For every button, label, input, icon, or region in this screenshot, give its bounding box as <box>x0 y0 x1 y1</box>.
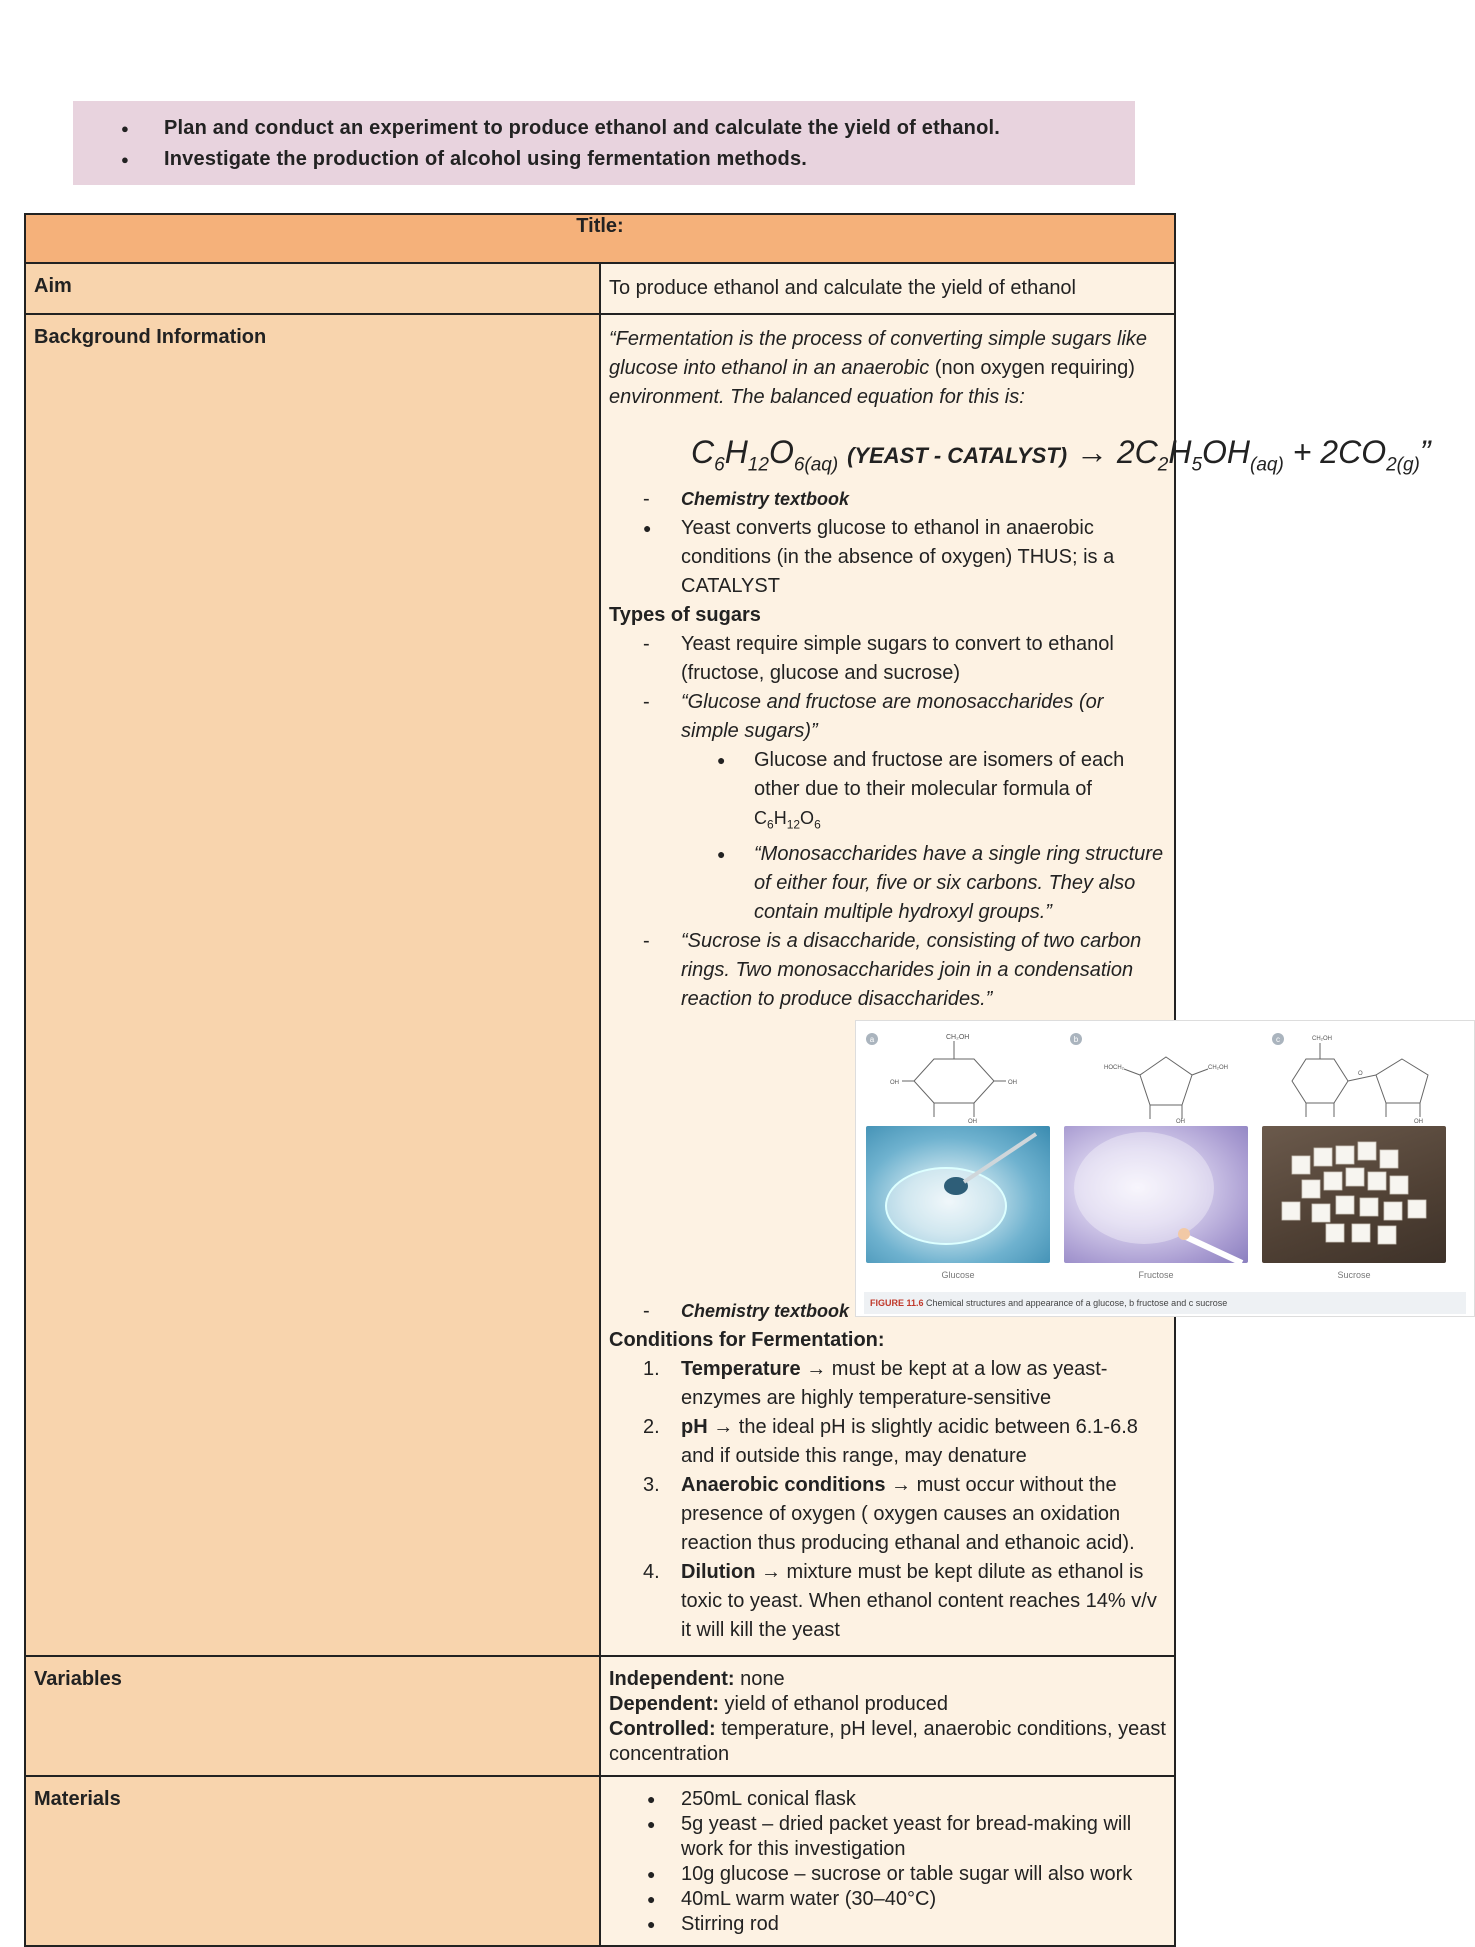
sucrose-list <box>609 927 1166 1014</box>
source-item: - Chemistry textbook <box>643 488 850 511</box>
materials-label: Materials <box>25 1776 600 1946</box>
isomer-item: ● Glucose and fructose are isomers of each other due to their molecular formula of $C_6H_{12}O_6$ <box>717 749 1125 832</box>
materials-list <box>609 1787 1166 1937</box>
materials-row <box>25 1776 1175 1946</box>
independent-variable <box>609 1667 1166 1692</box>
dependent-value: yield of ethanol produced <box>719 1692 949 1715</box>
svg-text:HOCH₂: HOCH₂ <box>1104 1064 1124 1071</box>
source-text: Chemistry textbook <box>681 489 850 510</box>
glucose-structure-diagram <box>864 1029 1060 1124</box>
condition-text: → must be kept at a low as yeast-enzymes are highly temperature-sensitive <box>681 1357 1108 1409</box>
independent-label: Independent: <box>609 1667 735 1690</box>
condition-item <box>609 1558 1166 1645</box>
controlled-variables <box>609 1717 1166 1767</box>
glucose-formula: $C_6H_{12}O_6$ <box>754 808 821 832</box>
condition-item <box>609 1355 1166 1413</box>
svg-text:O: O <box>1358 1070 1363 1077</box>
title-row <box>25 214 1175 263</box>
panel-label-a: a <box>869 1034 875 1044</box>
svg-text:OH: OH <box>1176 1118 1185 1125</box>
source-item: - Chemistry textbook <box>643 1299 850 1322</box>
conditions-heading: Conditions for Fermentation: <box>609 1328 885 1351</box>
controlled-value: temperature, pH level, anaerobic conditions, yeast concentration <box>609 1717 1166 1765</box>
lab-report-table <box>24 213 1431 1947</box>
controlled-label: Controlled: <box>609 1717 716 1740</box>
yeast-note: Yeast converts glucose to ethanol in anaerobic conditions (in the absence of oxygen) THUS; is a CATALYST <box>681 517 1115 598</box>
mono-list <box>609 746 1166 927</box>
background-row <box>25 314 1175 1656</box>
objectives-box <box>73 101 1135 185</box>
condition-number: 1. <box>643 1357 660 1380</box>
aim-label: Aim <box>25 263 600 314</box>
title-cell: Title: <box>25 214 1175 263</box>
condition-term: Anaerobic conditions <box>681 1473 886 1496</box>
svg-text:CH₂OH: CH₂OH <box>1312 1035 1332 1042</box>
fructose-caption: Fructose <box>1138 1269 1174 1280</box>
fermentation-equation: $C_6H_{12}O_{6(aq)}$ (YEAST - CATALYST) → $2C_2H_5OH_{(aq)} + 2CO_{2(g)}$” <box>691 434 1431 476</box>
mono-text: “Monosaccharides have a single ring structure of either four, five or six carbons. They also contain multiple hydroxyl groups.” <box>754 842 1164 923</box>
source-text: Chemistry textbook <box>681 1300 850 1321</box>
objectives-list <box>121 113 1135 175</box>
material-text: 5g yeast – dried packet yeast for bread-making will work for this investigation <box>681 1812 1132 1860</box>
condition-term: pH <box>681 1415 708 1438</box>
svg-text:OH: OH <box>1414 1118 1423 1125</box>
sucrose-text: “Sucrose is a disaccharide, consisting of two carbon rings. Two monosaccharides join in a condensation reaction to produce disaccharides.” <box>681 929 1142 1010</box>
panel-label-c: c <box>1276 1034 1280 1044</box>
objective-item: ● Investigate the production of alcohol using fermentation methods. <box>121 144 1135 175</box>
conditions-list <box>609 1355 1166 1645</box>
condition-number: 3. <box>643 1473 660 1496</box>
fructose-photo <box>1064 1126 1248 1263</box>
materials-content <box>600 1776 1175 1946</box>
svg-text:OH: OH <box>890 1079 899 1086</box>
sucrose-structure-diagram <box>1270 1029 1466 1124</box>
dependent-variable <box>609 1692 1166 1717</box>
yeast-note-item: ● Yeast converts glucose to ethanol in anaerobic conditions (in the absence of oxygen) THUS; is a CATALYST <box>643 517 1115 598</box>
svg-text:OH: OH <box>968 1118 977 1125</box>
material-text: 40mL warm water (30–40°C) <box>681 1887 937 1910</box>
sucrose-photo <box>1262 1126 1446 1263</box>
variables-label: Variables <box>25 1656 600 1776</box>
condition-text: → must occur without the presence of oxygen ( oxygen causes an oxidation reaction thus producing ethanal and ethanoic acid). <box>681 1473 1135 1554</box>
condition-number: 2. <box>643 1415 660 1438</box>
objective-item: ● Plan and conduct an experiment to produce ethanol and calculate the yield of ethanol. <box>121 113 1135 144</box>
material-item: ● Stirring rod <box>647 1912 779 1935</box>
variables-row <box>25 1656 1175 1776</box>
glucose-caption: Glucose <box>941 1269 975 1280</box>
quote-end: environment. The balanced equation for this is: <box>609 386 1025 408</box>
svg-text:CH₂OH: CH₂OH <box>1208 1064 1228 1071</box>
material-item: ● 250mL conical flask <box>647 1787 856 1810</box>
variables-content <box>600 1656 1175 1776</box>
types-item: - “Glucose and fructose are monosaccharides (or simple sugars)” <box>643 691 1104 743</box>
source-list-2 <box>609 1297 1166 1326</box>
figure-caption-text: Chemical structures and appearance of a glucose, b fructose and c sucrose <box>926 1297 1228 1308</box>
condition-text: → the ideal pH is slightly acidic between 6.1-6.8 and if outside this range, may denature <box>681 1415 1138 1467</box>
fructose-structure-diagram <box>1068 1029 1264 1124</box>
background-label: Background Information <box>25 314 600 1656</box>
sucrose-caption: Sucrose <box>1337 1269 1371 1280</box>
aim-text: To produce ethanol and calculate the yield of ethanol <box>600 263 1175 314</box>
material-text: Stirring rod <box>681 1912 779 1935</box>
condition-item <box>609 1413 1166 1471</box>
isomer-text: Glucose and fructose are isomers of each other due to their molecular formula of <box>754 749 1125 801</box>
svg-text:OH: OH <box>1008 1079 1017 1086</box>
types-item-text: Yeast require simple sugars to convert to ethanol (fructose, glucose and sucrose) <box>681 633 1114 685</box>
condition-item <box>609 1471 1166 1558</box>
quote-anaerobic: anaerobic <box>841 357 930 379</box>
condition-term: Temperature <box>681 1357 801 1380</box>
mono-item: ● “Monosaccharides have a single ring structure of either four, five or six carbons. They also contain multiple hydroxyl groups.” <box>717 842 1164 923</box>
panel-label-b: b <box>1073 1034 1079 1044</box>
quote-paren: (non oxygen requiring) <box>929 357 1135 379</box>
condition-number: 4. <box>643 1560 660 1583</box>
condition-term: Dilution <box>681 1560 756 1583</box>
background-content <box>600 314 1431 1656</box>
types-item-text: “Glucose and fructose are monosaccharides (or simple sugars)” <box>681 691 1104 743</box>
source-list-1 <box>609 485 1166 601</box>
material-item: ● 5g yeast – dried packet yeast for bread-making will work for this investigation <box>647 1812 1132 1860</box>
types-item: - Yeast require simple sugars to convert to ethanol (fructose, glucose and sucrose) <box>643 633 1114 685</box>
glucose-photo <box>866 1126 1050 1263</box>
types-list <box>609 630 1166 746</box>
condition-text: → mixture must be kept dilute as ethanol is toxic to yeast. When ethanol content reaches 14% v/v it will kill the yeast <box>681 1560 1157 1641</box>
material-item: ● 40mL warm water (30–40°C) <box>647 1887 937 1910</box>
material-item: ● 10g glucose – sucrose or table sugar will also work <box>647 1862 1133 1885</box>
independent-value: none <box>734 1667 785 1690</box>
figure-number: FIGURE 11.6 <box>870 1297 924 1308</box>
svg-text:CH₂OH: CH₂OH <box>946 1033 970 1041</box>
sucrose-item: - “Sucrose is a disaccharide, consisting of two carbon rings. Two monosaccharides join in a condensation reaction to produce disaccharides.” <box>643 929 1142 1010</box>
material-text: 10g glucose – sucrose or table sugar will also work <box>681 1862 1133 1885</box>
quote-text: “Fermentation is the process of converting simple sugars like glucose into ethanol in an <box>609 328 1148 379</box>
fermentation-quote <box>609 325 1166 412</box>
types-heading: Types of sugars <box>609 604 761 627</box>
dependent-label: Dependent: <box>609 1692 719 1715</box>
sugar-figure <box>855 1020 1475 1317</box>
aim-row <box>25 263 1175 314</box>
material-text: 250mL conical flask <box>681 1787 856 1810</box>
